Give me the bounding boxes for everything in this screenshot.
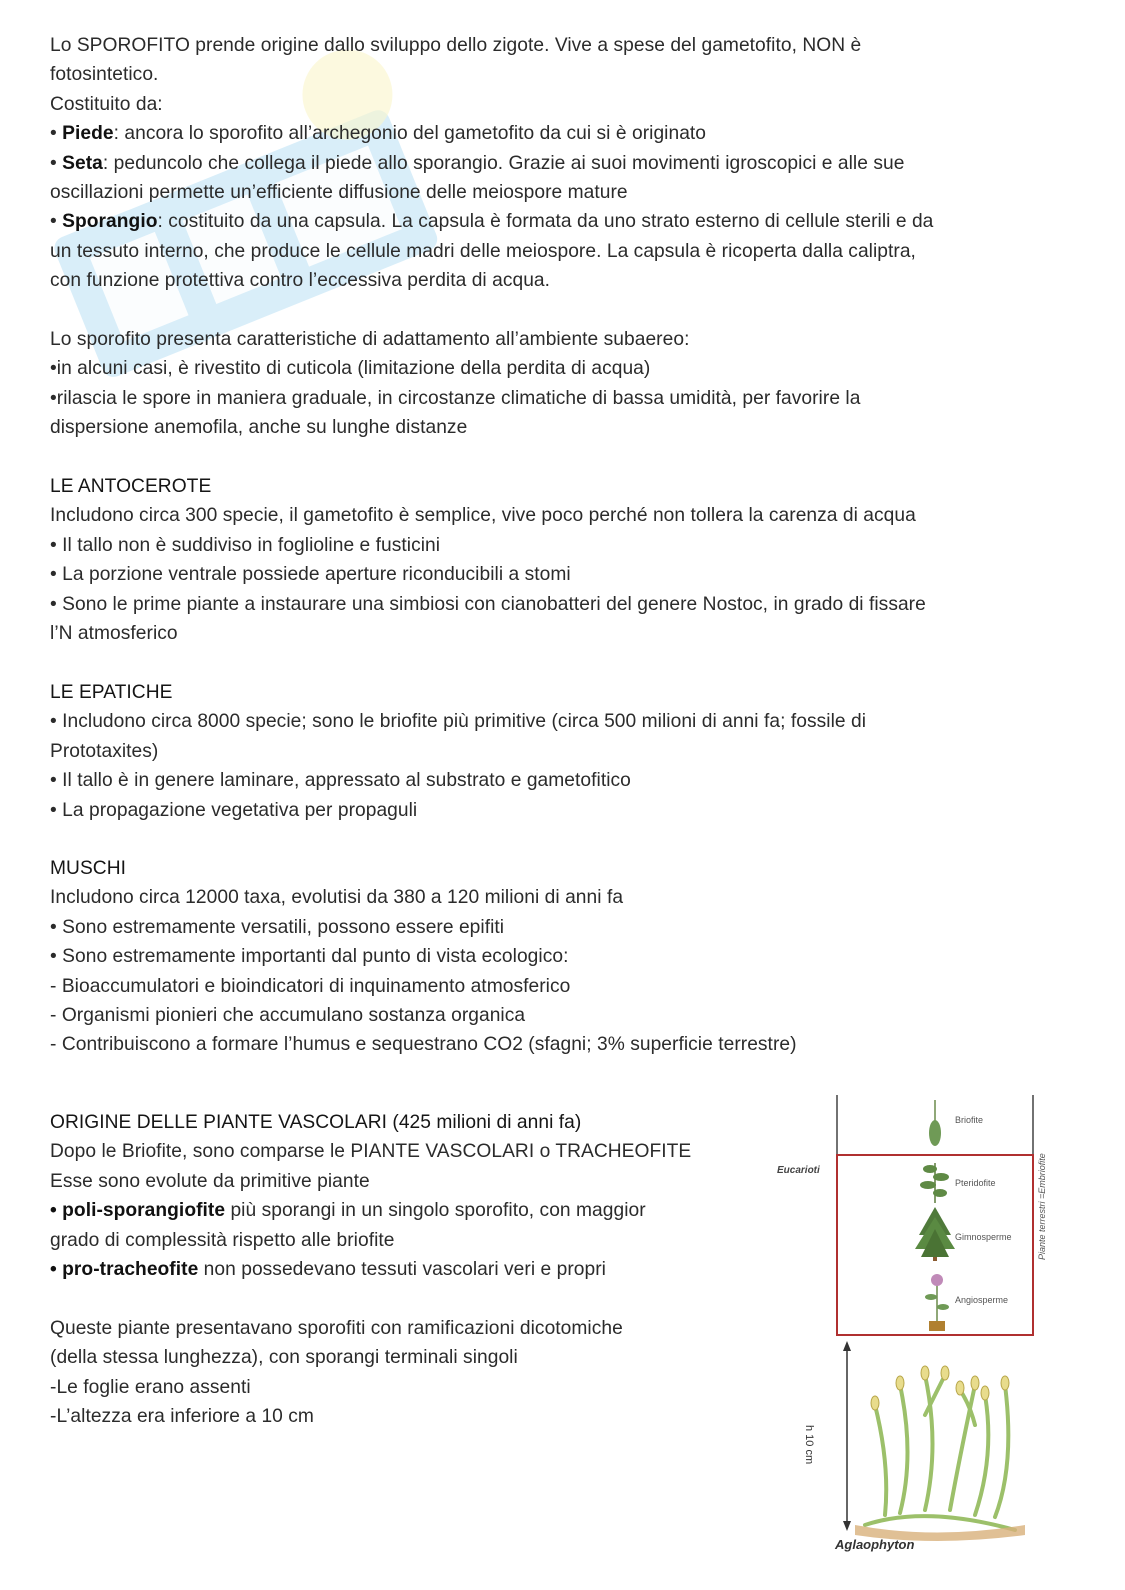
sporofiti-section — [50, 1314, 750, 1432]
seta-term: Seta — [62, 152, 103, 174]
adattamento-line: •rilascia le spore in maniera graduale, in circostanze climatiche di bassa umidità, per favorire la — [50, 387, 861, 409]
costituito-label: Costituito da: — [50, 93, 163, 115]
muschi-heading: MUSCHI — [50, 858, 126, 879]
antocerote-line: • Sono le prime piante a instaurare una simbiosi con cianobatteri del genere Nostoc, in grado di fissare — [50, 593, 926, 615]
sporofiti-line: Queste piante presentavano sporofiti con ramificazioni dicotomiche — [50, 1318, 623, 1339]
epatiche-heading: LE EPATICHE — [50, 682, 173, 703]
pro-term: • pro-tracheofite — [50, 1259, 199, 1281]
sporangio-term: Sporangio — [62, 211, 158, 233]
muschi-line: Includono circa 12000 taxa, evolutisi da 380 a 120 milioni di anni fa — [50, 887, 624, 909]
sporofiti-line: (della stessa lunghezza), con sporangi terminali singoli — [50, 1347, 518, 1369]
sporangio-text-end: con funzione protettiva contro l’eccessiva perdita di acqua. — [50, 270, 551, 292]
gimnosperme-tree-icon — [915, 1207, 955, 1261]
piede-text: : ancora lo sporofito all’archegonio del gametofito da cui si è originato — [113, 123, 707, 145]
adattamento-line: •in alcuni casi, è rivestito di cuticola (limitazione della perdita di acqua) — [50, 358, 651, 380]
antocerote-heading: LE ANTOCEROTE — [50, 476, 212, 497]
poli-text-cont: grado di complessità rispetto alle briofite — [50, 1229, 395, 1251]
pteridofite-label: Pteridofite — [955, 1178, 996, 1188]
angiosperme-label: Angiosperme — [955, 1295, 1009, 1305]
seta-text-cont: oscillazioni permette un’efficiente diffusione delle meiospore mature — [50, 182, 628, 204]
epatiche-line: • Il tallo è in genere laminare, appressato al substrato e gametofitico — [50, 770, 631, 792]
pteridofite-plant-icon — [920, 1163, 949, 1203]
antocerote-line: • Il tallo non è suddiviso in foglioline e fusticini — [50, 534, 441, 556]
sporofiti-line: -L’altezza era inferiore a 10 cm — [50, 1406, 314, 1428]
sporangio-text-cont: un tessuto interno, che produce le cellule madri delle meiospore. La capsula è ricoperta dalla caliptra, — [50, 240, 916, 262]
angiosperme-plant-icon — [925, 1274, 949, 1331]
poli-text: più sporangi in un singolo sporofito, con maggior — [225, 1200, 646, 1222]
muschi-line: - Bioaccumulatori e bioindicatori di inquinamento atmosferico — [50, 975, 571, 997]
figure-drawing — [775, 1085, 1075, 1565]
muschi-line: - Contribuiscono a formare l’humus e sequestrano CO2 (sfagni; 3% superficie terrestre) — [50, 1034, 797, 1056]
vascolari-line: Dopo le Briofite, sono comparse le PIANTE VASCOLARI o TRACHEOFITE — [50, 1141, 692, 1163]
antocerote-section — [50, 472, 1050, 648]
muschi-section — [50, 854, 1050, 1060]
sporofito-intro: Lo SPOROFITO prende origine dallo sviluppo dello zigote. Vive a spese del gametofito, NON è — [50, 35, 862, 56]
muschi-line: - Organismi pionieri che accumulano sostanza organica — [50, 1005, 526, 1027]
antocerote-line: • La porzione ventrale possiede aperture riconducibili a stomi — [50, 564, 571, 586]
sporofiti-line: -Le foglie erano assenti — [50, 1376, 251, 1398]
embriofite-vertical-label: Piante terrestri =Embriofite — [1037, 1153, 1047, 1260]
muschi-line: • Sono estremamente importanti dal punto di vista ecologico: — [50, 946, 569, 968]
epatiche-line: • La propagazione vegetativa per propaguli — [50, 799, 418, 821]
height-label: h 10 cm — [803, 1425, 815, 1465]
sporofito-intro-cont: fotosintetico. — [50, 64, 159, 86]
epatiche-line: Prototaxites) — [50, 740, 159, 762]
epatiche-line: • Includono circa 8000 specie; sono le briofite più primitive (circa 500 milioni di anni fa; fossile di — [50, 711, 867, 733]
antocerote-line: Includono circa 300 specie, il gametofito è semplice, vive poco perché non tollera la carenza di acqua — [50, 505, 916, 527]
pro-text: non possedevano tessuti vascolari veri e propri — [198, 1259, 606, 1281]
vascolari-section — [50, 1108, 750, 1284]
briofite-label: Briofite — [955, 1115, 984, 1125]
sporofito-section: Lo SPOROFITO prende origine dallo sviluppo dello zigote. Vive a spese del gametofito, NON è fotosintetico. Costituito da: • Piede: ancora lo sporofito all’archegonio del gametofito da cui si è originato • Seta: peduncolo che collega il piede allo sporangio. Grazie ai suoi movimenti igroscopici e alle sue oscillazioni permette un’efficiente diffusione delle meiospore mature • Sporangio: costituito da una capsula. La capsula è formata da uno strato esterno di cellule sterili e da un tessuto interno, che produce le cellule madri delle meiospore. La capsula è ricoperta dalla caliptra, con funzione protettiva contro l’eccessiva perdita di acqua. — [50, 35, 934, 292]
aglaophyton-plant-drawing — [865, 1375, 1015, 1530]
seta-text: : peduncolo che collega il piede allo sporangio. Grazie ai suoi movimenti igroscopici e alle sue — [102, 152, 905, 174]
poli-term: • poli-sporangiofite — [50, 1200, 226, 1222]
plant-evolution-figure — [775, 1085, 1075, 1565]
muschi-line: • Sono estremamente versatili, possono essere epifiti — [50, 916, 505, 938]
antocerote-line: l’N atmosferico — [50, 623, 178, 645]
epatiche-section — [50, 678, 1050, 825]
piede-term: Piede — [62, 123, 114, 145]
adattamento-line: Lo sporofito presenta caratteristiche di adattamento all’ambiente subaereo: — [50, 329, 690, 350]
adattamento-line: dispersione anemofila, anche su lunghe distanze — [50, 417, 468, 439]
height-arrow — [843, 1341, 851, 1531]
aglaophyton-label: Aglaophyton — [835, 1537, 915, 1552]
briofite-plant-icon — [929, 1100, 941, 1146]
vascolari-heading: ORIGINE DELLE PIANTE VASCOLARI (425 milioni di anni fa) — [50, 1112, 582, 1133]
vascolari-line: Esse sono evolute da primitive piante — [50, 1170, 370, 1192]
sporangio-text: : costituito da una capsula. La capsula è formata da uno strato esterno di cellule sterili e da — [157, 211, 934, 233]
eucarioti-label: Eucarioti — [777, 1165, 820, 1176]
gimnosperme-label: Gimnosperme — [955, 1232, 1012, 1242]
adattamento-section — [50, 325, 1050, 443]
